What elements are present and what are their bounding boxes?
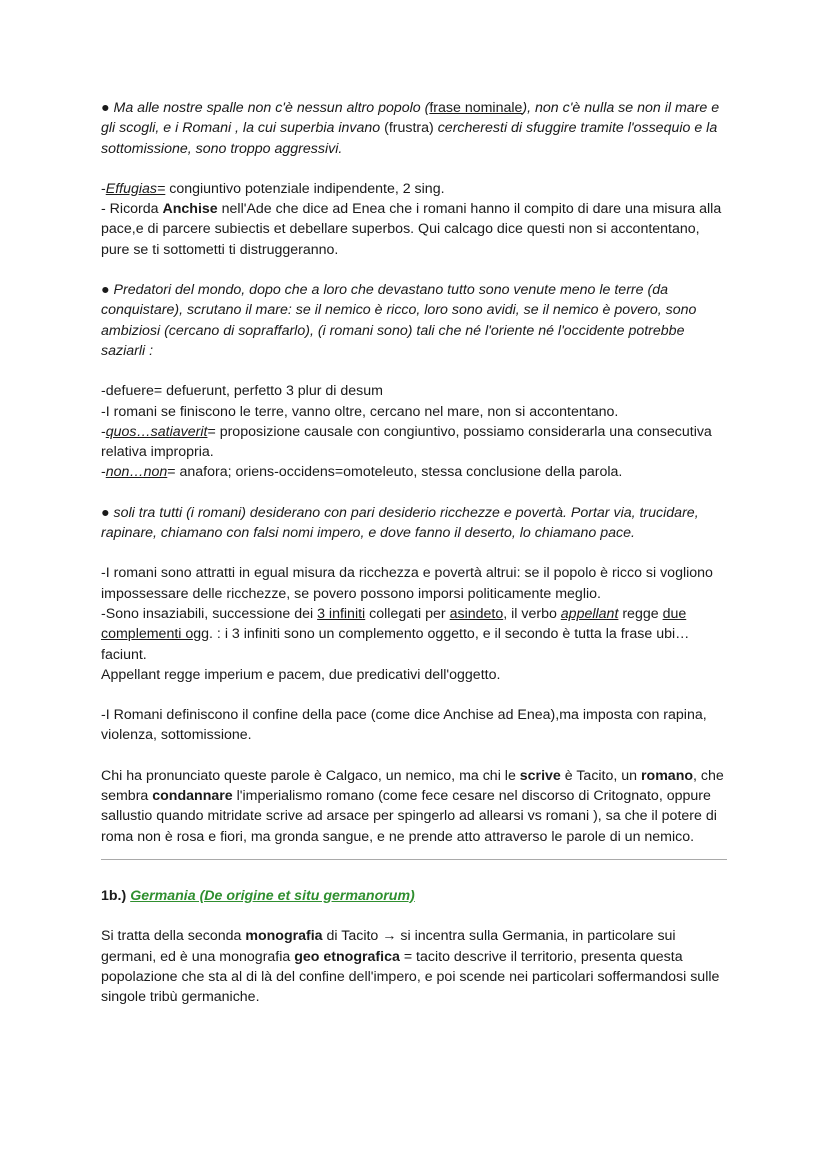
bold-term: scrive (519, 767, 561, 784)
translation-paragraph-2: ● Predatori del mondo, dopo che a loro che devastano tutto sono venute meno le terre (da conquistare), scrutano il mare: se il nemico è ricco, loro sono avidi, se il nemico è povero, sono ambiziosi (cercano di sopraffarlo), (i romani sono) tali che né l'oriente né l'occidente potrebbe saziarli : (101, 282, 697, 359)
bold-term: Anchise (162, 201, 218, 218)
document-body (101, 98, 727, 1027)
underlined-term: Effugias= (105, 180, 166, 197)
section-heading (101, 886, 727, 906)
underlined-term: quos…satiaverit (105, 423, 208, 440)
section-title-link[interactable]: Germania (De origine et situ germanorum) (130, 887, 415, 904)
commentary-paragraph: Chi ha pronunciato queste parole è Calgaco, un nemico, ma chi le scrive è Tacito, un romano, che sembra condannare l'imperialismo romano (come fece cesare nel discorso di Critognato, oppure sallustio quando mitridate scrive ad arsace per spingerlo ad allearsi vs romani ), sa che il potere di roma non è rosa e fiori, ma gronda sangue, e ne prende atto attraverso le parole di un nemico. (101, 767, 724, 845)
notes-paragraph-1: -Effugias= congiuntivo potenziale indipendente, 2 sing. - Ricorda Anchise nell'Ade che dice ad Enea che i romani hanno il compito di dare una misura alla pace,e di parcere subiectis et debellare superbos. Qui calcago dice questi non si accontentano, pure se ti sottometti ti distruggeranno. (101, 180, 722, 258)
underlined-term: due complementi ogg (101, 605, 687, 643)
translation-paragraph-1: ● Ma alle nostre spalle non c'è nessun altro popolo (frase nominale), non c'è nulla se non il mare e gli scogli, e i Romani , la cui superbia invano (frustra) cercheresti di sfuggire tramite l'ossequio e la sottomissione, sono troppo aggressivi. (101, 100, 720, 157)
bold-term: romano (641, 767, 694, 784)
underlined-term: frase nominale (429, 100, 523, 116)
notes-paragraph-3: -I romani sono attratti in egual misura da ricchezza e povertà altrui: se il popolo è ricco si vogliono impossessare delle ricchezze, se povero possono imporsi politicamente meglio. -Sono insaziabili, successione dei 3 infiniti collegati per asindeto, il verbo appellant regge due complementi ogg. : i 3 infiniti sono un complemento oggetto, e il secondo è tutta la frase ubi…faciunt. Appellant regge imperium e pacem, due predicativi dell'oggetto. (101, 565, 713, 683)
notes-paragraph-2: -defuere= defuerunt, perfetto 3 plur di desum -I romani se finiscono le terre, vanno oltre, cercano nel mare, non si accontentano. -quos…satiaverit= proposizione causale con congiuntivo, possiamo considerarla una consecutiva relativa impropria. -non…non= anafora; oriens-occidens=omoteleuto, stessa conclusione della parola. (101, 383, 712, 481)
underlined-term: non…non (105, 464, 168, 481)
horizontal-divider (101, 859, 727, 860)
underlined-term: 3 infiniti (317, 605, 366, 622)
bold-term: monografia (245, 928, 323, 945)
translation-paragraph-3: ● soli tra tutti (i romani) desiderano con pari desiderio ricchezze e povertà. Portar via, trucidare, rapinare, chiamano con falsi nomi impero, e dove fanno il deserto, lo chiamano pace. (101, 504, 699, 542)
germania-intro-paragraph: Si tratta della seconda monografia di Tacito → si incentra sulla Germania, in particolare sui germani, ed è una monografia geo etnografica = tacito descrive il territorio, presenta questa popolazione che sta al di là del confine dell'impero, e poi scende nei particolari soffermandosi sulle singole tribù germaniche. (101, 928, 720, 1006)
section-number: 1b.) (101, 887, 127, 904)
bold-term: condannare (152, 788, 233, 805)
underlined-term: asindeto (449, 605, 504, 622)
bold-term: geo etnografica (294, 948, 400, 965)
underlined-term: appellant (560, 605, 619, 622)
bullet: ● (101, 504, 110, 521)
bullet: ● (101, 282, 110, 299)
bullet: ● (101, 100, 110, 116)
notes-paragraph-4: -I Romani definiscono il confine della pace (come dice Anchise ad Enea),ma imposta con rapina, violenza, sottomissione. (101, 707, 707, 744)
